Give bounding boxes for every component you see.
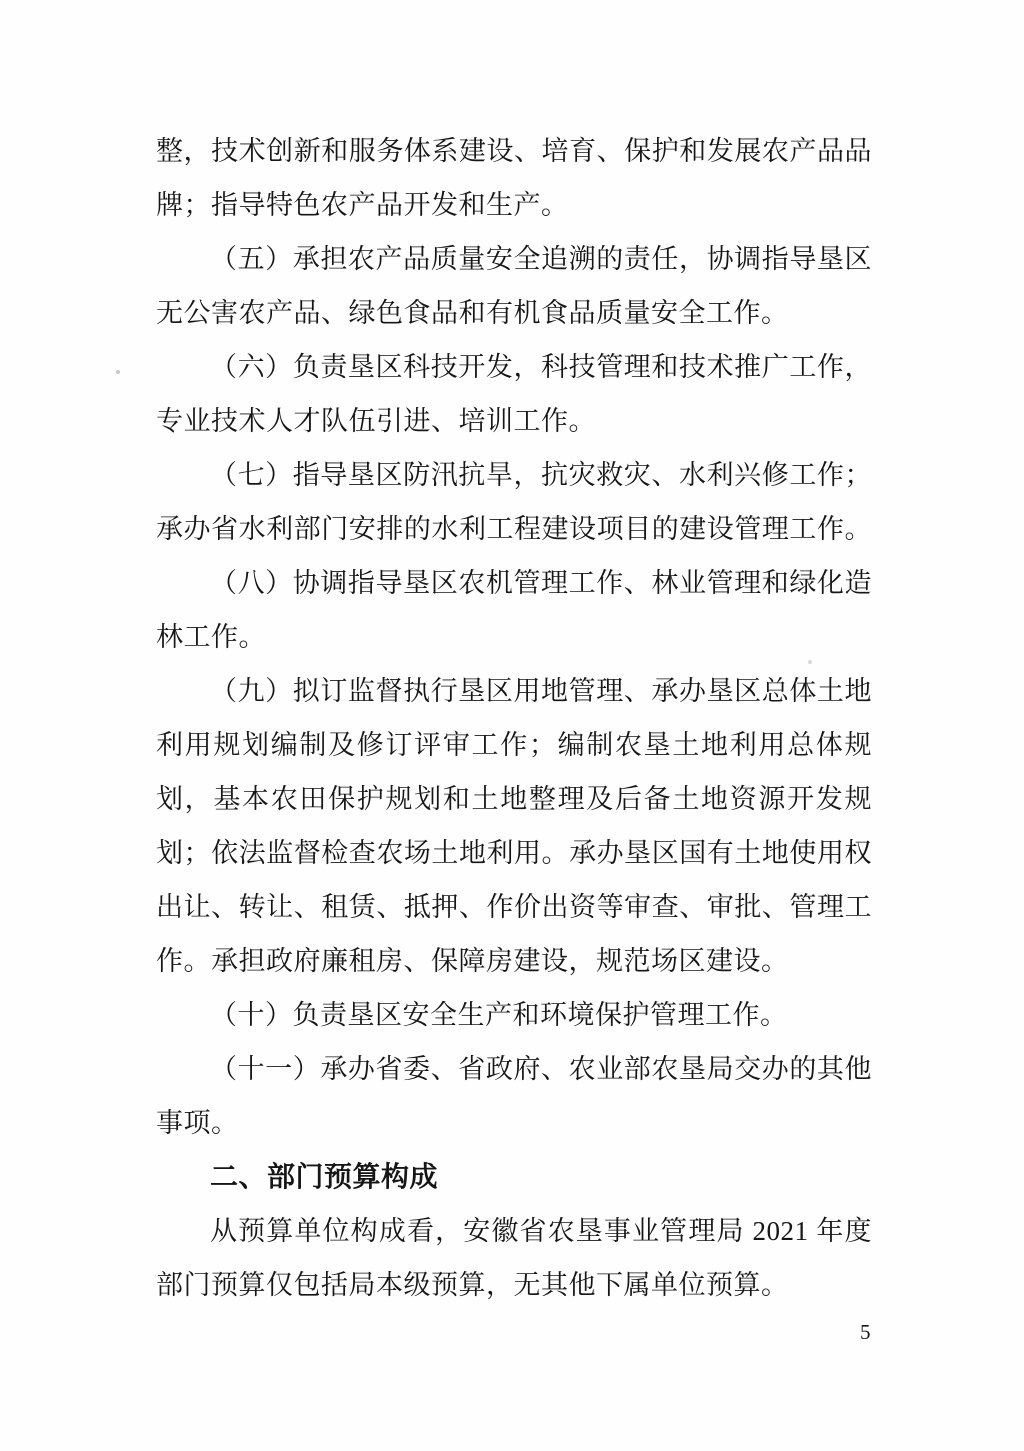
scan-speck	[116, 370, 120, 374]
text-line: 林工作。	[156, 622, 266, 652]
scan-speck	[808, 660, 812, 664]
text-line: （八）协调指导垦区农机管理工作、林业管理和绿化造	[210, 568, 872, 598]
text-line: 利用规划编制及修订评审工作；编制农垦土地利用总体规	[156, 730, 872, 760]
text-line: 划，基本农田保护规划和土地整理及后备土地资源开发规	[156, 784, 872, 814]
page-number: 5	[860, 1320, 871, 1344]
text-line: （七）指导垦区防汛抗旱，抗灾救灾、水利兴修工作；	[210, 460, 872, 490]
document-body	[156, 124, 872, 1312]
text-line: 承办省水利部门安排的水利工程建设项目的建设管理工作。	[156, 514, 872, 544]
text-line: （五）承担农产品质量安全追溯的责任，协调指导垦区	[210, 244, 872, 274]
text-line: 牌；指导特色农产品开发和生产。	[156, 190, 569, 220]
text-line: 出让、转让、租赁、抵押、作价出资等审查、审批、管理工	[156, 892, 872, 922]
text-line: （六）负责垦区科技开发，科技管理和技术推广工作，	[210, 352, 872, 382]
text-line: 整，技术创新和服务体系建设、培育、保护和发展农产品品	[156, 136, 872, 166]
text-line: 专业技术人才队伍引进、培训工作。	[156, 406, 596, 436]
text-line: 事项。	[156, 1108, 239, 1138]
text-line: 划；依法监督检查农场土地利用。承办垦区国有土地使用权	[156, 838, 872, 868]
text-line: 作。承担政府廉租房、保障房建设，规范场区建设。	[156, 946, 789, 976]
text-line: （十）负责垦区安全生产和环境保护管理工作。	[210, 1000, 788, 1030]
section-heading: 二、部门预算构成	[210, 1161, 439, 1192]
text-line: 无公害农产品、绿色食品和有机食品质量安全工作。	[156, 298, 789, 328]
text-line: 部门预算仅包括局本级预算，无其他下属单位预算。	[156, 1270, 789, 1300]
text-line: （十一）承办省委、省政府、农业部农垦局交办的其他	[210, 1054, 872, 1084]
text-line: 从预算单位构成看，安徽省农垦事业管理局 2021 年度	[210, 1216, 872, 1246]
text-line: （九）拟订监督执行垦区用地管理、承办垦区总体土地	[210, 676, 872, 706]
